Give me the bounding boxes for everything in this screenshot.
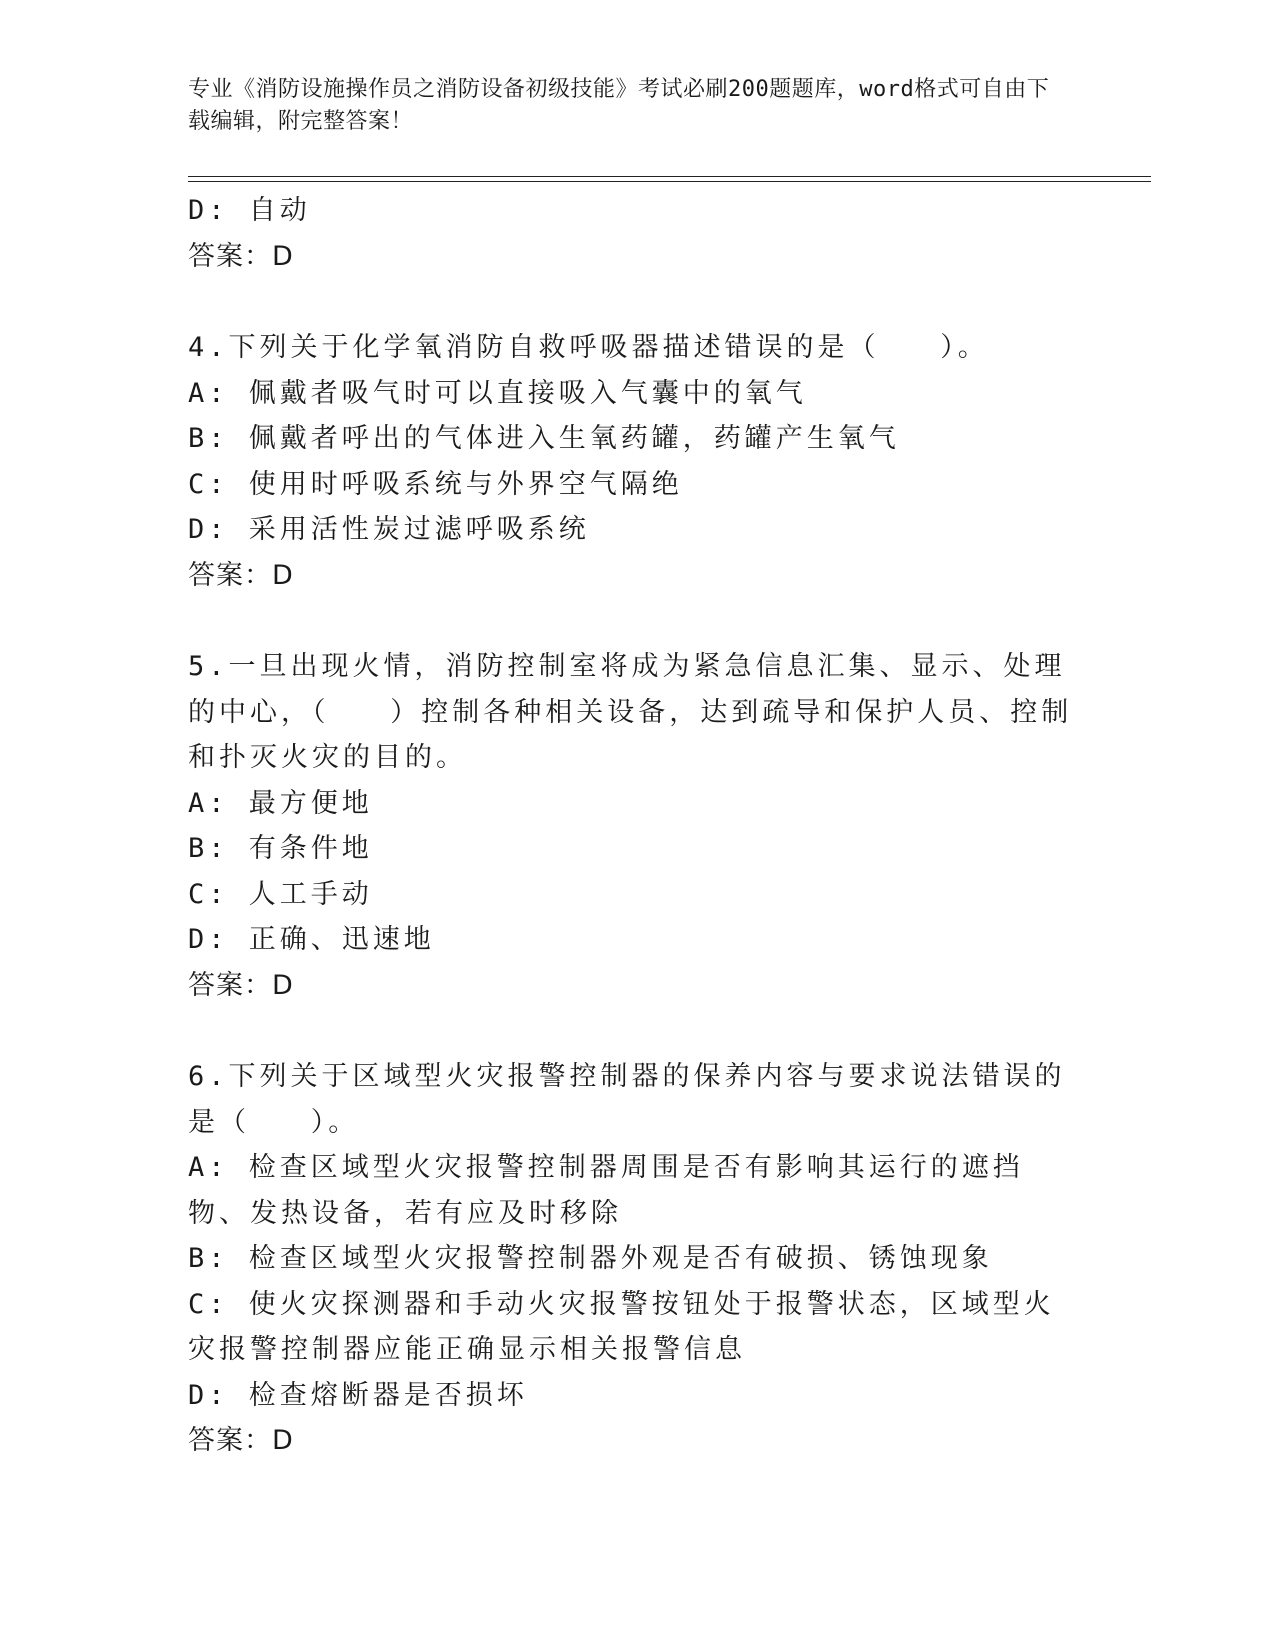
prev-answer: 答案：D: [188, 240, 294, 272]
spacer: [188, 279, 1078, 325]
header-rule-bottom: [188, 181, 1151, 182]
q6-answer: 答案：D: [188, 1425, 294, 1456]
q6-option-b: B: 检查区域型火灾报警控制器外观是否有破损、锈蚀现象: [188, 1243, 993, 1274]
q5-option-c: C: 人工手动: [188, 878, 373, 910]
q5-option-a: A: 最方便地: [188, 787, 373, 819]
question-list: [188, 188, 1078, 1464]
spacer: [188, 598, 1078, 644]
q6-option-d: D: 检查熔断器是否损坏: [188, 1379, 528, 1411]
page-header: 专业《消防设施操作员之消防设备初级技能》考试必刷200题题库，word格式可自由下载编辑，附完整答案！: [188, 77, 1050, 134]
spacer: [188, 1008, 1078, 1054]
q6-stem: 6.下列关于区域型火灾报警控制器的保养内容与要求说法错误的是（ ）。: [188, 1061, 1066, 1138]
q4-option-d: D: 采用活性炭过滤呼吸系统: [188, 514, 590, 545]
header-rule-top: [188, 176, 1151, 177]
q6-option-a: A: 检查区域型火灾报警控制器周围是否有影响其运行的遮挡物、发热设备，若有应及时移除: [188, 1152, 1024, 1229]
q5-option-b: B: 有条件地: [188, 833, 373, 864]
q5-stem: 5.一旦出现火情，消防控制室将成为紧急信息汇集、显示、处理的中心，（ ）控制各种相关设备，达到疏导和保护人员、控制和扑灭火灾的目的。: [188, 651, 1073, 773]
q4-option-b: B: 佩戴者呼出的气体进入生氧药罐，药罐产生氧气: [188, 423, 900, 454]
q4-option-a: A: 佩戴者吸气时可以直接吸入气囊中的氧气: [188, 377, 807, 409]
prev-option-d: D: 自动: [188, 195, 311, 226]
q4-answer: 答案：D: [188, 559, 294, 591]
q6-option-c: C: 使火灾探测器和手动火灾报警按钮处于报警状态，区域型火灾报警控制器应能正确显示相关报警信息: [188, 1288, 1055, 1365]
q5-option-d: D: 正确、迅速地: [188, 924, 435, 955]
q4-option-c: C: 使用时呼吸系统与外界空气隔绝: [188, 468, 683, 500]
q4-stem: 4.下列关于化学氧消防自救呼吸器描述错误的是（ ）。: [188, 332, 989, 363]
q5-answer: 答案：D: [188, 969, 294, 1001]
